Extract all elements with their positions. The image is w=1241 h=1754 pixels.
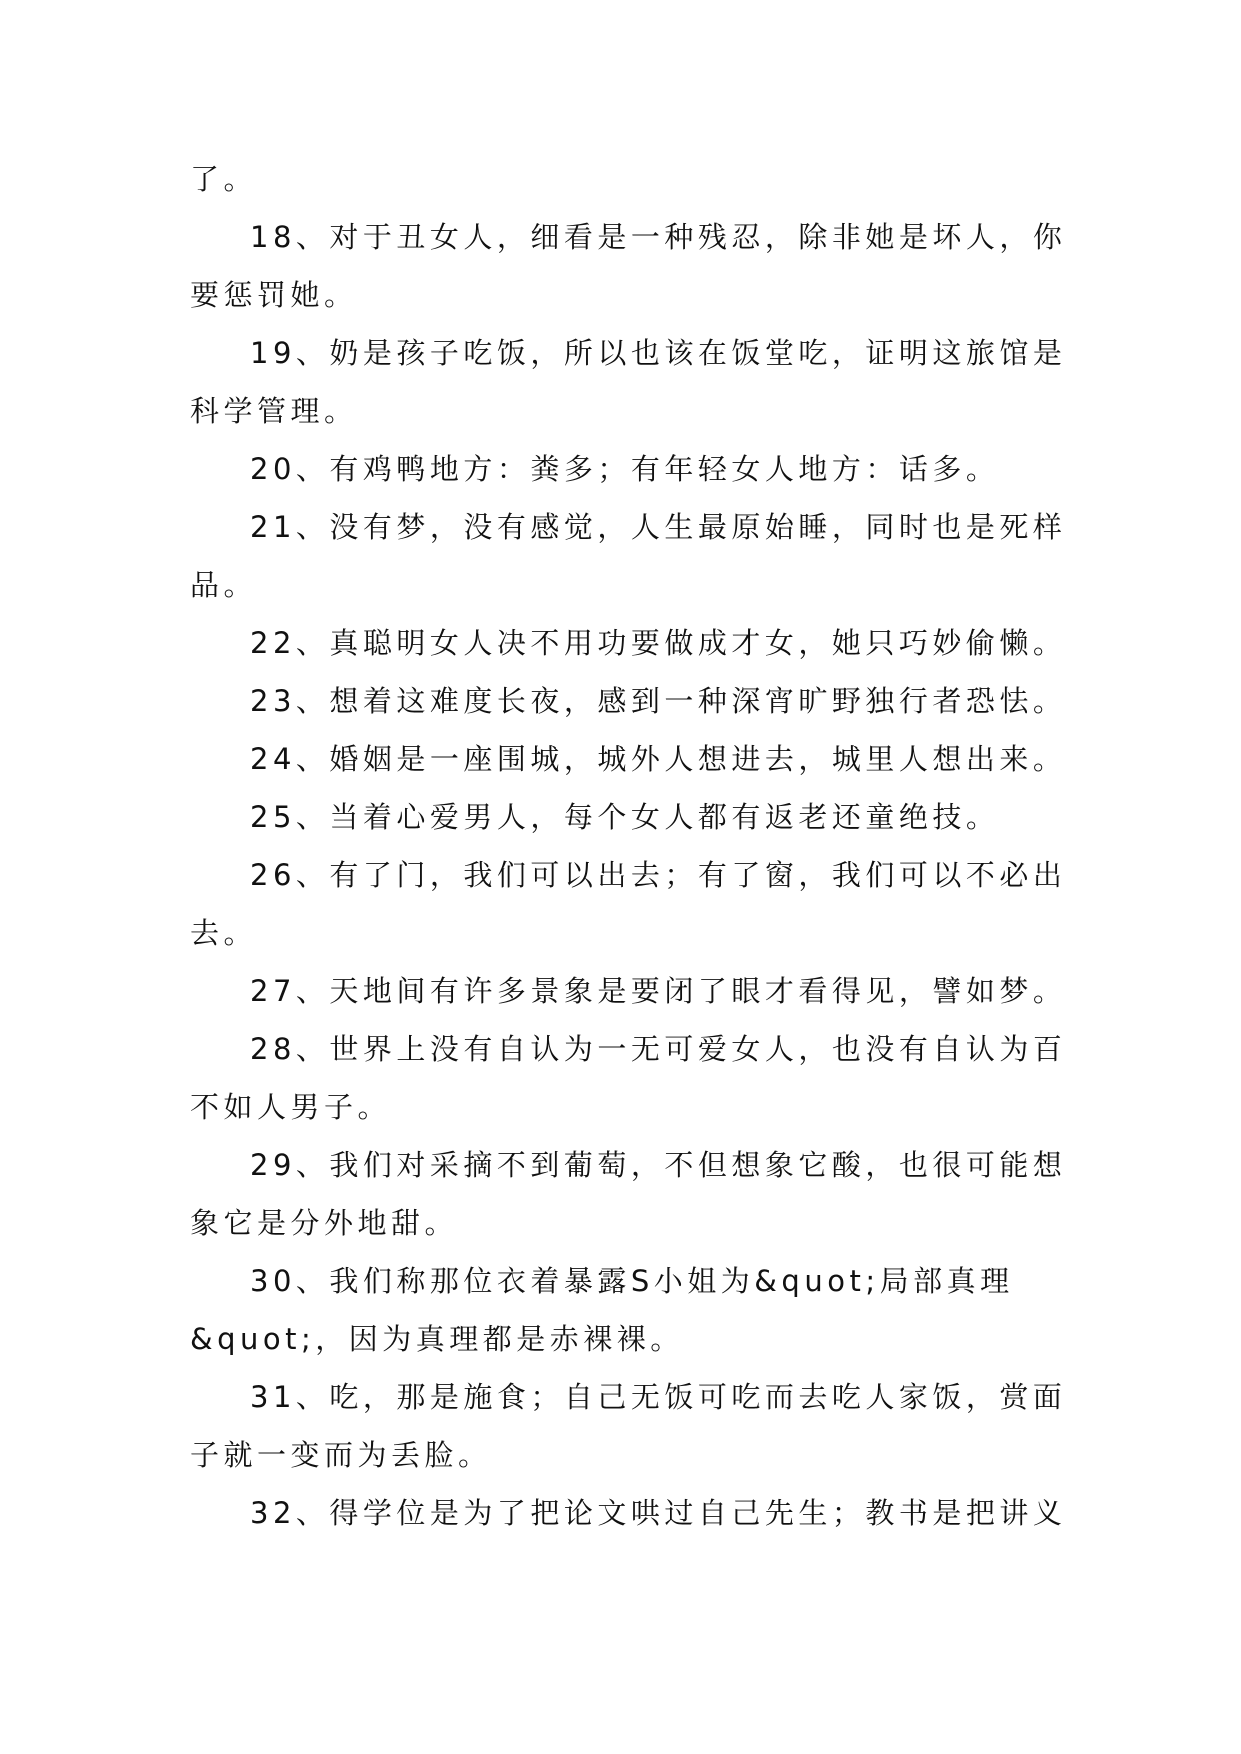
text-line: 24、婚姻是一座围城，城外人想进去，城里人想出来。	[250, 742, 1067, 776]
text-line: 32、得学位是为了把论文哄过自己先生；教书是把讲义	[250, 1496, 1067, 1530]
text-line: 了。	[190, 162, 258, 196]
text-line: 25、当着心爱男人，每个女人都有返老还童绝技。	[250, 800, 1000, 834]
text-line: 去。	[190, 916, 258, 950]
text-line: &quot;，因为真理都是赤裸裸。	[190, 1322, 684, 1356]
text-line: 子就一变而为丢脸。	[190, 1438, 492, 1472]
text-line: 21、没有梦，没有感觉，人生最原始睡，同时也是死样	[250, 510, 1067, 544]
text-line: 象它是分外地甜。	[190, 1206, 459, 1240]
text-line: 品。	[190, 568, 258, 602]
text-line: 要惩罚她。	[190, 278, 358, 312]
text-line: 19、奶是孩子吃饭，所以也该在饭堂吃，证明这旅馆是	[250, 336, 1067, 370]
text-line: 29、我们对采摘不到葡萄，不但想象它酸，也很可能想	[250, 1148, 1067, 1182]
text-line: 30、我们称那位衣着暴露S小姐为&quot;局部真理	[250, 1264, 1014, 1298]
text-body	[190, 150, 1067, 1542]
text-line: 27、天地间有许多景象是要闭了眼才看得见，譬如梦。	[250, 974, 1067, 1008]
text-line: 科学管理。	[190, 394, 358, 428]
text-line: 26、有了门，我们可以出去；有了窗，我们可以不必出	[250, 858, 1067, 892]
text-line: 28、世界上没有自认为一无可爱女人，也没有自认为百	[250, 1032, 1067, 1066]
text-line: 22、真聪明女人决不用功要做成才女，她只巧妙偷懒。	[250, 626, 1067, 660]
text-line: 23、想着这难度长夜，感到一种深宵旷野独行者恐怯。	[250, 684, 1067, 718]
text-line: 不如人男子。	[190, 1090, 392, 1124]
text-line: 31、吃，那是施食；自己无饭可吃而去吃人家饭，赏面	[250, 1380, 1067, 1414]
text-line: 20、有鸡鸭地方：粪多；有年轻女人地方：话多。	[250, 452, 1000, 486]
text-line: 18、对于丑女人，细看是一种残忍，除非她是坏人，你	[250, 220, 1067, 254]
